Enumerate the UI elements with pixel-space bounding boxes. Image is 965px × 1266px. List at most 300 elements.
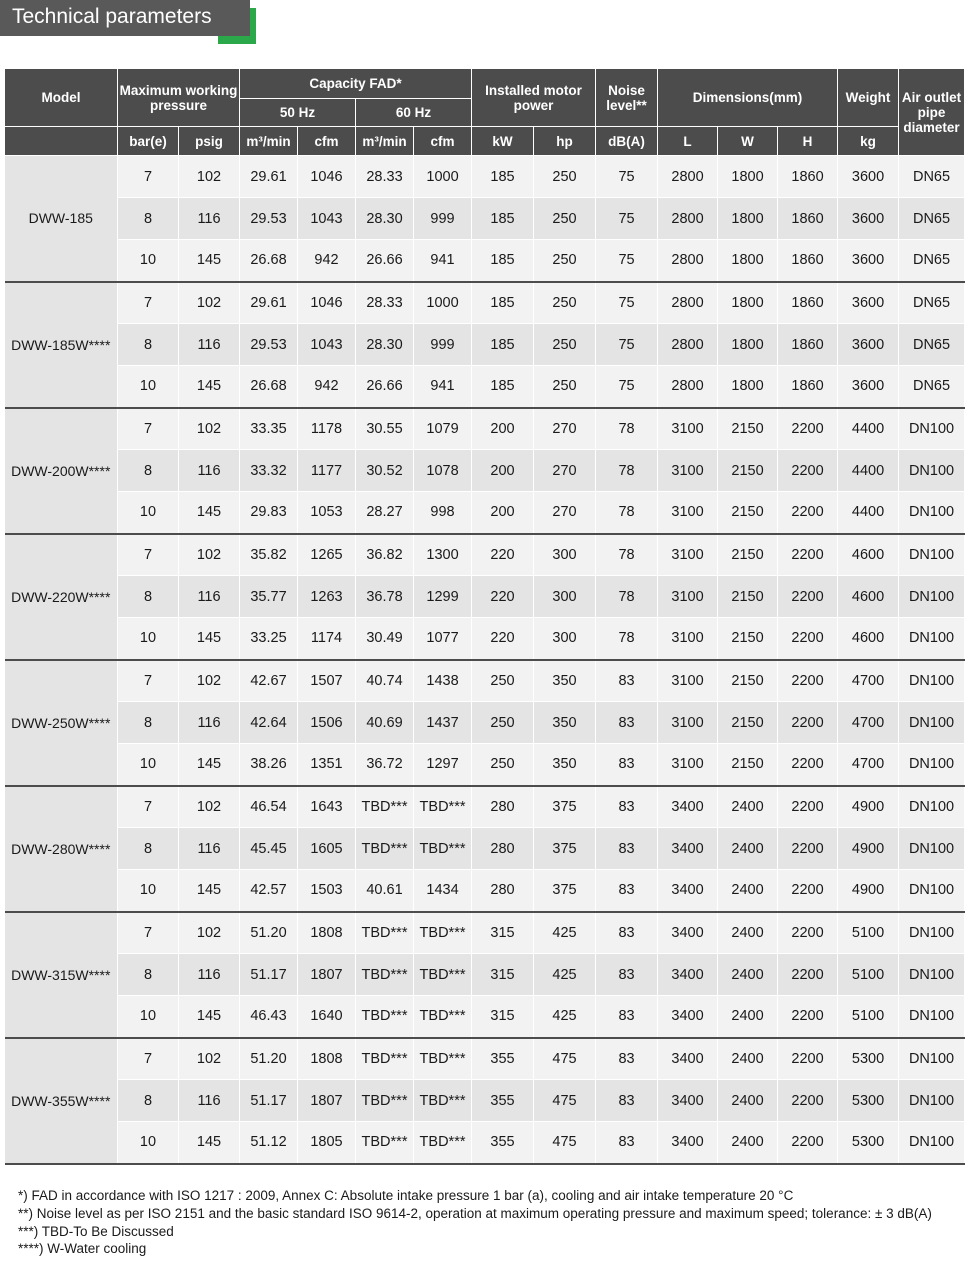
- table-row: [5, 534, 965, 576]
- table-cell: 425: [534, 954, 596, 996]
- table-cell: 102: [179, 912, 240, 954]
- table-cell: 5100: [838, 912, 899, 954]
- table-cell: 2200: [778, 408, 838, 450]
- table-cell: 250: [534, 198, 596, 240]
- table-cell: 8: [118, 576, 179, 618]
- table-cell: 1043: [298, 324, 356, 366]
- table-cell: 270: [534, 450, 596, 492]
- table-cell: 2800: [658, 324, 718, 366]
- table-cell: 2200: [778, 828, 838, 870]
- table-row: [5, 282, 965, 324]
- table-cell: 7: [118, 660, 179, 702]
- table-cell: 8: [118, 828, 179, 870]
- table-cell: 220: [472, 534, 534, 576]
- table-cell: 350: [534, 660, 596, 702]
- table-cell: 1174: [298, 618, 356, 660]
- table-cell: 1800: [718, 282, 778, 324]
- table-cell: 1438: [414, 660, 472, 702]
- table-cell: 2200: [778, 786, 838, 828]
- table-cell: 75: [596, 198, 658, 240]
- table-cell: 1000: [414, 282, 472, 324]
- table-cell: 30.49: [356, 618, 414, 660]
- table-cell: 220: [472, 618, 534, 660]
- table-cell: 145: [179, 996, 240, 1038]
- technical-parameters-table: [4, 68, 965, 1165]
- header-50hz: 50 Hz: [240, 99, 356, 127]
- table-cell: 1808: [298, 1038, 356, 1080]
- table-cell: 83: [596, 870, 658, 912]
- table-cell: 2200: [778, 870, 838, 912]
- table-cell: 26.68: [240, 240, 298, 282]
- table-cell: TBD***: [356, 912, 414, 954]
- table-cell: 1860: [778, 282, 838, 324]
- table-cell: 350: [534, 744, 596, 786]
- table-cell: 185: [472, 366, 534, 408]
- table-cell: TBD***: [356, 786, 414, 828]
- table-cell: 2400: [718, 828, 778, 870]
- table-cell: 28.33: [356, 282, 414, 324]
- table-cell: 315: [472, 912, 534, 954]
- table-cell: 3600: [838, 366, 899, 408]
- unit-psig: psig: [179, 127, 240, 156]
- table-cell: 250: [472, 744, 534, 786]
- table-row: [5, 996, 965, 1038]
- table-cell: 4700: [838, 660, 899, 702]
- table-cell: 36.72: [356, 744, 414, 786]
- table-cell: 2800: [658, 156, 718, 198]
- table-cell: 300: [534, 534, 596, 576]
- table-cell: 1000: [414, 156, 472, 198]
- table-cell: 78: [596, 576, 658, 618]
- table-cell: 315: [472, 996, 534, 1038]
- table-cell: 51.12: [240, 1122, 298, 1164]
- table-cell: 75: [596, 366, 658, 408]
- table-cell: 78: [596, 450, 658, 492]
- table-cell: 2150: [718, 408, 778, 450]
- table-row: [5, 912, 965, 954]
- table-cell: 250: [534, 156, 596, 198]
- table-cell: 355: [472, 1122, 534, 1164]
- table-cell: 42.57: [240, 870, 298, 912]
- table-cell: 200: [472, 492, 534, 534]
- table-cell: TBD***: [356, 1038, 414, 1080]
- table-cell: 26.66: [356, 240, 414, 282]
- table-row: [5, 870, 965, 912]
- table-cell: 2800: [658, 240, 718, 282]
- table-cell: 83: [596, 828, 658, 870]
- table-cell: 3400: [658, 1038, 718, 1080]
- table-cell: DN100: [899, 786, 965, 828]
- model-name-cell: DWW-220W****: [5, 534, 118, 660]
- table-cell: 51.17: [240, 954, 298, 996]
- table-cell: 1299: [414, 576, 472, 618]
- table-cell: 116: [179, 450, 240, 492]
- table-cell: 1808: [298, 912, 356, 954]
- table-cell: 250: [534, 324, 596, 366]
- table-cell: DN100: [899, 492, 965, 534]
- table-cell: 4900: [838, 828, 899, 870]
- model-name-cell: DWW-355W****: [5, 1038, 118, 1164]
- header-weight: Weight: [838, 69, 899, 127]
- table-cell: 8: [118, 954, 179, 996]
- table-cell: 2200: [778, 534, 838, 576]
- unit-cfm-60: cfm: [414, 127, 472, 156]
- table-cell: DN100: [899, 828, 965, 870]
- unit-kw: kW: [472, 127, 534, 156]
- table-cell: 280: [472, 828, 534, 870]
- table-cell: 1800: [718, 198, 778, 240]
- table-cell: 10: [118, 618, 179, 660]
- table-cell: 30.55: [356, 408, 414, 450]
- unit-dba: dB(A): [596, 127, 658, 156]
- table-cell: 185: [472, 240, 534, 282]
- table-cell: 145: [179, 744, 240, 786]
- section-title: [0, 0, 260, 44]
- table-cell: 375: [534, 828, 596, 870]
- table-cell: 10: [118, 870, 179, 912]
- table-row: [5, 492, 965, 534]
- table-cell: 116: [179, 324, 240, 366]
- table-cell: 1434: [414, 870, 472, 912]
- table-cell: 3400: [658, 996, 718, 1038]
- table-cell: 2150: [718, 576, 778, 618]
- unit-m3min-60: m³/min: [356, 127, 414, 156]
- table-cell: 1503: [298, 870, 356, 912]
- table-cell: 7: [118, 408, 179, 450]
- table-cell: 83: [596, 1080, 658, 1122]
- table-cell: 3400: [658, 1122, 718, 1164]
- table-cell: DN65: [899, 324, 965, 366]
- table-cell: 40.69: [356, 702, 414, 744]
- table-cell: 28.27: [356, 492, 414, 534]
- header-model: Model: [5, 69, 118, 127]
- table-cell: 270: [534, 408, 596, 450]
- table-cell: 2400: [718, 870, 778, 912]
- table-cell: 942: [298, 366, 356, 408]
- table-cell: 475: [534, 1122, 596, 1164]
- table-cell: 1046: [298, 282, 356, 324]
- table-row: [5, 744, 965, 786]
- table-cell: 1640: [298, 996, 356, 1038]
- table-cell: 33.25: [240, 618, 298, 660]
- table-cell: 250: [534, 240, 596, 282]
- table-cell: 116: [179, 828, 240, 870]
- table-cell: 1507: [298, 660, 356, 702]
- table-cell: 1860: [778, 240, 838, 282]
- table-cell: 200: [472, 450, 534, 492]
- table-cell: 10: [118, 996, 179, 1038]
- header-model-unit: [5, 127, 118, 156]
- table-cell: 941: [414, 366, 472, 408]
- table-cell: 10: [118, 492, 179, 534]
- table-cell: 3100: [658, 744, 718, 786]
- table-cell: 116: [179, 576, 240, 618]
- table-cell: 3400: [658, 954, 718, 996]
- table-row: [5, 786, 965, 828]
- table-cell: 36.82: [356, 534, 414, 576]
- table-cell: 28.30: [356, 198, 414, 240]
- table-cell: 102: [179, 660, 240, 702]
- table-cell: TBD***: [414, 1080, 472, 1122]
- table-cell: DN100: [899, 870, 965, 912]
- unit-cfm-50: cfm: [298, 127, 356, 156]
- table-cell: 46.54: [240, 786, 298, 828]
- table-cell: 2150: [718, 744, 778, 786]
- table-cell: 300: [534, 618, 596, 660]
- table-cell: 4900: [838, 870, 899, 912]
- table-cell: 78: [596, 618, 658, 660]
- table-cell: 2200: [778, 618, 838, 660]
- table-cell: 10: [118, 1122, 179, 1164]
- table-cell: 145: [179, 1122, 240, 1164]
- table-cell: 8: [118, 324, 179, 366]
- table-cell: 250: [534, 282, 596, 324]
- table-cell: 2200: [778, 996, 838, 1038]
- table-cell: 315: [472, 954, 534, 996]
- table-cell: 2400: [718, 786, 778, 828]
- model-name-cell: DWW-200W****: [5, 408, 118, 534]
- table-cell: 5300: [838, 1038, 899, 1080]
- table-cell: 185: [472, 324, 534, 366]
- model-name-cell: DWW-185W****: [5, 282, 118, 408]
- table-cell: 78: [596, 492, 658, 534]
- table-cell: 1800: [718, 240, 778, 282]
- table-cell: 33.32: [240, 450, 298, 492]
- table-cell: 185: [472, 156, 534, 198]
- table-cell: DN65: [899, 156, 965, 198]
- header-60hz: 60 Hz: [356, 99, 472, 127]
- table-cell: 3400: [658, 828, 718, 870]
- table-cell: 29.53: [240, 198, 298, 240]
- footnote-tbd: ***) TBD-To Be Discussed: [18, 1223, 174, 1239]
- table-cell: 475: [534, 1038, 596, 1080]
- table-row: [5, 954, 965, 996]
- footnote-water-cooling: ****) W-Water cooling: [18, 1241, 147, 1257]
- table-cell: 7: [118, 282, 179, 324]
- table-cell: 1263: [298, 576, 356, 618]
- table-cell: 75: [596, 156, 658, 198]
- table-cell: 2200: [778, 450, 838, 492]
- table-row: [5, 156, 965, 198]
- table-cell: 7: [118, 534, 179, 576]
- table-cell: 3100: [658, 408, 718, 450]
- table-cell: DN100: [899, 1122, 965, 1164]
- table-cell: DN100: [899, 996, 965, 1038]
- table-cell: 1300: [414, 534, 472, 576]
- table-cell: 28.30: [356, 324, 414, 366]
- table-cell: 3400: [658, 912, 718, 954]
- table-cell: DN65: [899, 366, 965, 408]
- table-cell: 475: [534, 1080, 596, 1122]
- table-cell: 8: [118, 702, 179, 744]
- table-cell: 2150: [718, 618, 778, 660]
- table-cell: 116: [179, 702, 240, 744]
- table-cell: 1046: [298, 156, 356, 198]
- table-cell: 1807: [298, 1080, 356, 1122]
- table-cell: 1043: [298, 198, 356, 240]
- table-cell: 3600: [838, 198, 899, 240]
- table-cell: 1860: [778, 156, 838, 198]
- table-cell: 38.26: [240, 744, 298, 786]
- table-cell: 200: [472, 408, 534, 450]
- footnote-noise: **) Noise level as per ISO 2151 and the basic standard ISO 9614-2, operation at maximum operating pressure and maximum speed; tolerance: ± 3 dB(A): [18, 1205, 932, 1221]
- table-cell: 5300: [838, 1080, 899, 1122]
- unit-width: W: [718, 127, 778, 156]
- table-cell: 36.78: [356, 576, 414, 618]
- table-cell: 998: [414, 492, 472, 534]
- table-cell: 45.45: [240, 828, 298, 870]
- table-cell: DN100: [899, 450, 965, 492]
- table-cell: 999: [414, 324, 472, 366]
- table-cell: 145: [179, 492, 240, 534]
- table-cell: 2400: [718, 1080, 778, 1122]
- table-cell: 2400: [718, 1122, 778, 1164]
- table-cell: DN100: [899, 702, 965, 744]
- table-row: [5, 324, 965, 366]
- table-cell: 1077: [414, 618, 472, 660]
- table-cell: 102: [179, 408, 240, 450]
- table-cell: 10: [118, 366, 179, 408]
- table-cell: 1177: [298, 450, 356, 492]
- table-cell: DN100: [899, 912, 965, 954]
- table-cell: 145: [179, 618, 240, 660]
- table-cell: 1860: [778, 198, 838, 240]
- table-cell: 2200: [778, 912, 838, 954]
- table-cell: TBD***: [356, 954, 414, 996]
- table-row: [5, 408, 965, 450]
- table-cell: 300: [534, 576, 596, 618]
- table-cell: 7: [118, 156, 179, 198]
- table-cell: 1265: [298, 534, 356, 576]
- table-cell: 375: [534, 786, 596, 828]
- table-cell: 355: [472, 1080, 534, 1122]
- table-cell: 3400: [658, 786, 718, 828]
- table-cell: 4600: [838, 534, 899, 576]
- table-cell: 2400: [718, 912, 778, 954]
- table-cell: 116: [179, 954, 240, 996]
- table-cell: 78: [596, 534, 658, 576]
- table-cell: 2400: [718, 954, 778, 996]
- table-cell: 5100: [838, 996, 899, 1038]
- table-cell: 1643: [298, 786, 356, 828]
- table-cell: 8: [118, 1080, 179, 1122]
- table-cell: 1800: [718, 366, 778, 408]
- table-cell: 8: [118, 198, 179, 240]
- table-cell: DN100: [899, 534, 965, 576]
- table-cell: 250: [472, 660, 534, 702]
- table-cell: 2200: [778, 492, 838, 534]
- table-cell: 75: [596, 324, 658, 366]
- unit-height: H: [778, 127, 838, 156]
- table-cell: TBD***: [356, 996, 414, 1038]
- table-cell: 280: [472, 786, 534, 828]
- header-noise-level: Noise level**: [596, 69, 658, 127]
- table-cell: 3100: [658, 534, 718, 576]
- table-cell: 1860: [778, 366, 838, 408]
- table-cell: 375: [534, 870, 596, 912]
- table-cell: 3400: [658, 1080, 718, 1122]
- footnote-fad: *) FAD in accordance with ISO 1217 : 2009, Annex C: Absolute intake pressure 1 bar (a), cooling and air intake temperature 20 °C: [18, 1188, 794, 1203]
- table-cell: 83: [596, 912, 658, 954]
- table-cell: 4900: [838, 786, 899, 828]
- table-cell: 3100: [658, 576, 718, 618]
- table-cell: 28.33: [356, 156, 414, 198]
- table-cell: 280: [472, 870, 534, 912]
- table-cell: 1800: [718, 324, 778, 366]
- table-cell: 46.43: [240, 996, 298, 1038]
- model-name-cell: DWW-280W****: [5, 786, 118, 912]
- table-cell: 185: [472, 198, 534, 240]
- table-cell: DN100: [899, 408, 965, 450]
- table-row: [5, 618, 965, 660]
- header-dimensions: Dimensions(mm): [658, 69, 838, 127]
- table-cell: 35.82: [240, 534, 298, 576]
- table-cell: 116: [179, 1080, 240, 1122]
- table-cell: 270: [534, 492, 596, 534]
- table-cell: 33.35: [240, 408, 298, 450]
- table-cell: DN100: [899, 1038, 965, 1080]
- table-cell: 3100: [658, 450, 718, 492]
- table-cell: TBD***: [414, 828, 472, 870]
- table-cell: 942: [298, 240, 356, 282]
- table-cell: 78: [596, 408, 658, 450]
- table-cell: 2150: [718, 492, 778, 534]
- table-cell: 2400: [718, 1038, 778, 1080]
- table-cell: 1053: [298, 492, 356, 534]
- header-max-pressure: Maximum working pressure: [118, 69, 240, 127]
- table-cell: 83: [596, 786, 658, 828]
- table-cell: DN65: [899, 198, 965, 240]
- table-cell: 425: [534, 912, 596, 954]
- table-cell: 1506: [298, 702, 356, 744]
- table-cell: TBD***: [356, 1080, 414, 1122]
- table-cell: 1807: [298, 954, 356, 996]
- table-cell: 29.61: [240, 156, 298, 198]
- header-outlet-diameter: Air outlet pipe diameter: [899, 69, 965, 156]
- table-cell: 29.83: [240, 492, 298, 534]
- table-cell: 26.66: [356, 366, 414, 408]
- table-cell: 2200: [778, 702, 838, 744]
- table-cell: 145: [179, 870, 240, 912]
- table-cell: 1800: [718, 156, 778, 198]
- table-cell: 83: [596, 954, 658, 996]
- table-cell: TBD***: [356, 1122, 414, 1164]
- table-cell: 5300: [838, 1122, 899, 1164]
- table-cell: 5100: [838, 954, 899, 996]
- model-name-cell: DWW-315W****: [5, 912, 118, 1038]
- table-row: [5, 828, 965, 870]
- unit-length: L: [658, 127, 718, 156]
- table-cell: 116: [179, 198, 240, 240]
- table-row: [5, 366, 965, 408]
- table-cell: 83: [596, 744, 658, 786]
- table-cell: 2150: [718, 702, 778, 744]
- table-cell: 4600: [838, 618, 899, 660]
- table-cell: 350: [534, 702, 596, 744]
- table-cell: 3600: [838, 240, 899, 282]
- table-cell: 1605: [298, 828, 356, 870]
- table-cell: 102: [179, 282, 240, 324]
- table-cell: 26.68: [240, 366, 298, 408]
- table-cell: 2200: [778, 1080, 838, 1122]
- table-cell: 145: [179, 366, 240, 408]
- table-cell: TBD***: [414, 786, 472, 828]
- table-cell: 2800: [658, 282, 718, 324]
- unit-hp: hp: [534, 127, 596, 156]
- table-cell: 1860: [778, 324, 838, 366]
- table-cell: 145: [179, 240, 240, 282]
- table-cell: 30.52: [356, 450, 414, 492]
